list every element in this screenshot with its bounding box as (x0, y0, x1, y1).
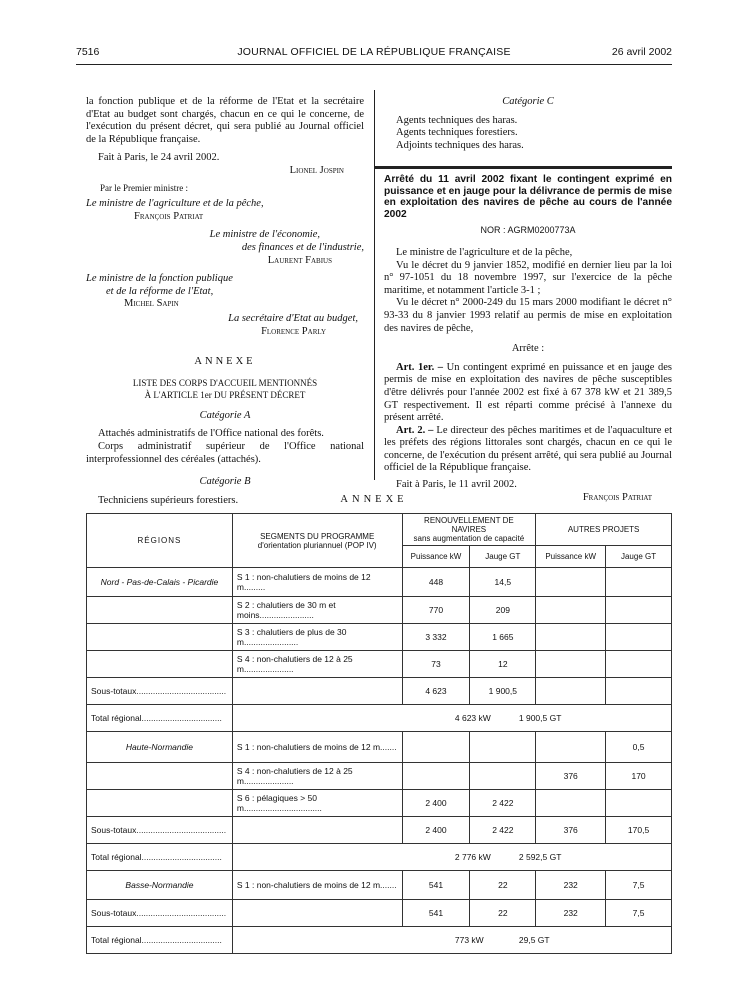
arrete-para-3: Vu le décret n° 2000-249 du 15 mars 2000 modifiant le décret n° 93-33 du 8 janvier 1993 relatif au permis de mise en exploitation des navires de pêche, (384, 297, 672, 334)
autres-kw-cell (536, 568, 606, 597)
header-renouv-line2: sans augmentation de capacité (413, 534, 525, 543)
subtotal-label: Sous-totaux...................................... (87, 678, 233, 705)
segment-cell: S 4 : non-chalutiers de 12 à 25 m..................... (232, 763, 402, 790)
renouv-kw-cell: 73 (402, 651, 470, 678)
art1-text: Un contingent exprimé en puissance et en jauge des permis de mise en exploitation des navires de pêche susceptibles d'être délivrés pour l'année 2002 est fixé à 67 378 kW et 21 389,5 GT respectivement. Il est réparti comme précisé à l'annexe du présent arrêté. (384, 361, 673, 424)
header-regions: RÉGIONS (87, 514, 233, 568)
segment-cell: S 3 : chalutiers de plus de 30 m....................... (232, 624, 402, 651)
minister-agri-title: Le ministre de l'agriculture et de la pêche, (86, 198, 264, 210)
autres-gt-cell: 170,5 (606, 817, 672, 844)
header-segments-line1: SEGMENTS DU PROGRAMME (260, 531, 375, 541)
minister-eco-name: Laurent Fabius (267, 254, 332, 266)
cat-b-title: Catégorie B (199, 476, 251, 488)
annex-subtitle-1: LISTE DES CORPS D'ACCUEIL MENTIONNÉS (132, 377, 318, 388)
renouv-kw-cell (402, 732, 470, 763)
table-row (87, 732, 672, 763)
region-cell (87, 597, 233, 624)
annex2-title: ANNEXE (340, 494, 408, 505)
autres-kw-cell (536, 597, 606, 624)
total-cell (232, 927, 671, 954)
region-cell: Haute-Normandie (87, 732, 233, 763)
table-row (87, 705, 672, 732)
minister-fp-title-2: et de la réforme de l'Etat, (106, 285, 214, 297)
minister-eco-title-1: Le ministre de l'économie, (209, 229, 320, 241)
minister-agri-name: François Patriat (134, 210, 204, 222)
total-gt: 2 592,5 GT (518, 852, 562, 862)
signer-pm: Lionel Jospin (289, 164, 344, 176)
renouv-gt-cell: 22 (470, 900, 536, 927)
region-cell (87, 651, 233, 678)
secretary-name: Florence Parly (261, 325, 326, 337)
autres-gt-cell (606, 651, 672, 678)
done-at-paris: Fait à Paris, le 24 avril 2002. (98, 152, 220, 164)
renouv-kw-cell: 2 400 (402, 817, 470, 844)
art2-text: Le directeur des pêches maritimes et de l'aquaculture et les préfets des régions littorales sont chargés, chacun en ce qui le concerne, de l'exécution du présent arrêté, qui sera publié au Journal officiel de la République française. (384, 424, 672, 474)
table-row (87, 900, 672, 927)
segment-cell (232, 900, 402, 927)
total-label: Total régional.................................. (87, 705, 233, 732)
journal-title: JOURNAL OFFICIEL DE LA RÉPUBLIQUE FRANÇAISE (237, 46, 511, 58)
cat-c-item: Adjoints techniques des haras. (396, 139, 524, 151)
page-number: 7516 (76, 46, 100, 58)
subtotal-label: Sous-totaux...................................... (87, 817, 233, 844)
autres-kw-cell (536, 732, 606, 763)
header-autres-projets: AUTRES PROJETS (536, 514, 672, 546)
header-renouvellement (402, 514, 536, 546)
cat-c-item: Agents techniques des haras. (396, 114, 518, 126)
minister-fp-name: Michel Sapin (124, 298, 179, 310)
cat-c-item: Agents techniques forestiers. (396, 127, 518, 139)
minister-eco-title-2: des finances et de l'industrie, (241, 241, 364, 253)
segment-cell (232, 678, 402, 705)
autres-gt-cell (606, 624, 672, 651)
annex-title: ANNEXE (194, 356, 256, 368)
cat-a-item-1: Attachés administratifs de l'Office national des forêts. (98, 428, 324, 440)
renouv-gt-cell: 12 (470, 651, 536, 678)
arrete-para-2: Vu le décret du 9 janvier 1852, modifié en dernier lieu par la loi n° 97-1051 du 18 novembre 1997, sur l'exercice de la pêche maritime, et notamment l'article 3-1 ; (384, 259, 672, 296)
cat-c-title: Catégorie C (502, 96, 554, 107)
header-autres-kw: Puissance kW (536, 546, 606, 568)
segment-cell (232, 817, 402, 844)
total-kw: 4 623 kW (454, 713, 491, 723)
segment-cell: S 2 : chalutiers de 30 m et moins....................... (232, 597, 402, 624)
contingent-table (86, 513, 672, 954)
art2-label: Art. 2. – (396, 424, 434, 436)
renouv-gt-cell (470, 732, 536, 763)
renouv-gt-cell: 2 422 (470, 790, 536, 817)
renouv-kw-cell: 4 623 (402, 678, 470, 705)
table-row (87, 597, 672, 624)
autres-gt-cell: 0,5 (606, 732, 672, 763)
autres-kw-cell (536, 651, 606, 678)
autres-kw-cell: 232 (536, 900, 606, 927)
region-cell (87, 624, 233, 651)
autres-gt-cell: 170 (606, 763, 672, 790)
arrete-word: Arrête : (511, 343, 545, 355)
total-label: Total régional.................................. (87, 844, 233, 871)
table-row (87, 678, 672, 705)
total-gt: 29,5 GT (518, 935, 550, 945)
segment-cell: S 1 : non-chalutiers de moins de 12 m....... (232, 871, 402, 900)
renouv-gt-cell: 209 (470, 597, 536, 624)
region-cell: Nord - Pas-de-Calais - Picardie (87, 568, 233, 597)
arrete-signer: François Patriat (582, 491, 652, 503)
total-kw: 2 776 kW (454, 852, 491, 862)
autres-kw-cell (536, 790, 606, 817)
region-cell (87, 763, 233, 790)
table-row (87, 624, 672, 651)
autres-kw-cell: 376 (536, 763, 606, 790)
renouv-gt-cell: 1 665 (470, 624, 536, 651)
arrete-title: Arrêté du 11 avril 2002 fixant le contingent exprimé en puissance et en jauge pour la délivrance de permis de mise en exploitation des navires de pêche au cours de l'année 2002 (384, 174, 672, 220)
arrete-separator (374, 166, 672, 169)
renouv-gt-cell: 2 422 (470, 817, 536, 844)
minister-fp-title-1: Le ministre de la fonction publique (86, 273, 233, 285)
table-row (87, 790, 672, 817)
total-cell (232, 844, 671, 871)
cat-b-item-1: Techniciens supérieurs forestiers. (98, 494, 239, 506)
renouv-kw-cell: 2 400 (402, 790, 470, 817)
segment-cell: S 4 : non-chalutiers de 12 à 25 m..................... (232, 651, 402, 678)
header-renouv-kw: Puissance kW (402, 546, 470, 568)
total-kw: 773 kW (454, 935, 484, 945)
autres-kw-cell (536, 624, 606, 651)
right-column (384, 96, 672, 152)
total-label: Total régional.................................. (87, 927, 233, 954)
segment-cell: S 1 : non-chalutiers de moins de 12 m......... (232, 568, 402, 597)
autres-kw-cell: 376 (536, 817, 606, 844)
autres-gt-cell (606, 678, 672, 705)
nor-reference: NOR : AGRM0200773A (480, 225, 576, 236)
renouv-kw-cell: 3 332 (402, 624, 470, 651)
arrete-done-at: Fait à Paris, le 11 avril 2002. (396, 479, 517, 491)
table-row (87, 844, 672, 871)
arrete-block (384, 174, 672, 504)
art1-label: Art. 1er. – (396, 361, 444, 373)
renouv-gt-cell (470, 763, 536, 790)
renouv-kw-cell: 541 (402, 900, 470, 927)
secretary-title: La secrétaire d'Etat au budget, (228, 312, 358, 324)
autres-gt-cell (606, 790, 672, 817)
renouv-gt-cell: 22 (470, 871, 536, 900)
segment-cell: S 1 : non-chalutiers de moins de 12 m....... (232, 732, 402, 763)
autres-kw-cell: 232 (536, 871, 606, 900)
autres-gt-cell: 7,5 (606, 900, 672, 927)
header-renouv-line1: RENOUVELLEMENT DE NAVIRES (424, 516, 514, 534)
subtotal-label: Sous-totaux...................................... (87, 900, 233, 927)
annex-subtitle-2: À L'ARTICLE 1er DU PRÉSENT DÉCRET (144, 390, 306, 401)
total-cell (232, 705, 671, 732)
table-row (87, 651, 672, 678)
table-row (87, 817, 672, 844)
table-row (87, 871, 672, 900)
region-cell: Basse-Normandie (87, 871, 233, 900)
autres-kw-cell (536, 678, 606, 705)
header-segments (232, 514, 402, 568)
renouv-gt-cell: 14,5 (470, 568, 536, 597)
column-divider (374, 90, 375, 480)
renouv-gt-cell: 1 900,5 (470, 678, 536, 705)
header-rule (76, 64, 672, 65)
autres-gt-cell: 7,5 (606, 871, 672, 900)
issue-date: 26 avril 2002 (611, 46, 672, 58)
table-row (87, 568, 672, 597)
autres-gt-cell (606, 597, 672, 624)
renouv-kw-cell (402, 763, 470, 790)
decree-closing-text: la fonction publique et de la réforme de l'Etat et la secrétaire d'Etat au budget sont chargés, chacun en ce qui le concerne, de l'exécution du présent décret, qui sera publié au Journal officiel de la République française. (86, 96, 364, 145)
left-column (86, 96, 364, 507)
header-segments-line2: d'orientation pluriannuel (POP IV) (257, 540, 377, 550)
segment-cell: S 6 : pélagiques > 50 m................................. (232, 790, 402, 817)
autres-gt-cell (606, 568, 672, 597)
table-row (87, 763, 672, 790)
renouv-kw-cell: 448 (402, 568, 470, 597)
cat-a-title: Catégorie A (199, 409, 251, 421)
renouv-kw-cell: 770 (402, 597, 470, 624)
by-pm-label: Par le Premier ministre : (100, 182, 188, 193)
total-gt: 1 900,5 GT (518, 713, 562, 723)
arrete-para-1: Le ministre de l'agriculture et de la pêche, (396, 246, 573, 258)
cat-a-item-2: Corps administratif supérieur de l'Office national interprofessionnel des céréales (attachés). (86, 441, 364, 465)
region-cell (87, 790, 233, 817)
header-autres-gt: Jauge GT (606, 546, 672, 568)
header-renouv-gt: Jauge GT (470, 546, 536, 568)
table-row (87, 927, 672, 954)
page-header (76, 46, 672, 62)
renouv-kw-cell: 541 (402, 871, 470, 900)
